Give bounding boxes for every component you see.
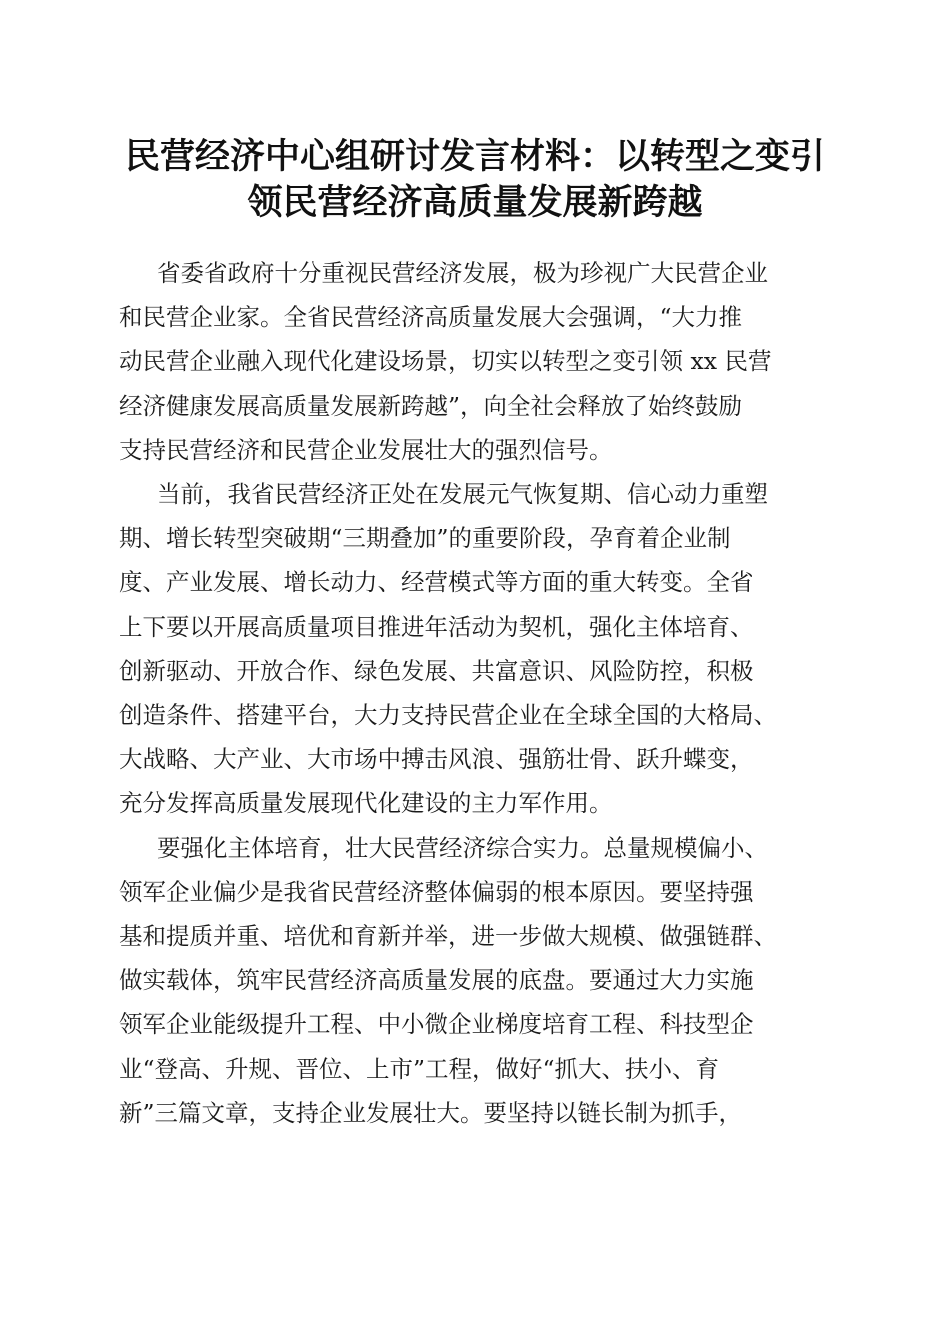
text-line: 当前，我省民营经济正处在发展元气恢复期、信心动力重塑 xyxy=(157,480,768,509)
text-line: 期、增长转型突破期“三期叠加”的重要阶段，孕育着企业制 xyxy=(119,524,731,553)
text-line: 上下要以开展高质量项目推进年活动为契机，强化主体培育、 xyxy=(119,612,754,641)
text-line: 新”三篇文章，支持企业发展壮大。要坚持以链长制为抓手， xyxy=(119,1098,743,1127)
paragraph-2 xyxy=(119,472,835,826)
text-line: 领军企业偏少是我省民营经济整体偏弱的根本原因。要坚持强 xyxy=(119,877,754,906)
document-title xyxy=(110,134,840,226)
text-line: 度、产业发展、增长动力、经营模式等方面的重大转变。全省 xyxy=(119,568,754,597)
text-line: 充分发挥高质量发展现代化建设的主力军作用。 xyxy=(119,789,613,818)
title-line: 民营经济中心组研讨发言材料：以转型之变引 xyxy=(124,136,825,177)
document-body xyxy=(119,251,835,1135)
text-line: 领军企业能级提升工程、中小微企业梯度培育工程、科技型企 xyxy=(119,1010,754,1039)
text-line: 基和提质并重、培优和育新并举，进一步做大规模、做强链群、 xyxy=(119,922,777,951)
text-line: 做实载体，筑牢民营经济高质量发展的底盘。要通过大力实施 xyxy=(119,966,754,995)
text-line: 创新驱动、开放合作、绿色发展、共富意识、风险防控，积极 xyxy=(119,656,754,685)
text-line: 动民营企业融入现代化建设场景，切实以转型之变引领 xx 民营 xyxy=(119,347,772,376)
text-line: 经济健康发展高质量发展新跨越”，向全社会释放了始终鼓励 xyxy=(119,391,743,420)
title-line: 领民营经济高质量发展新跨越 xyxy=(247,182,703,223)
text-line: 要强化主体培育，壮大民营经济综合实力。总量规模偏小、 xyxy=(157,833,768,862)
paragraph-1 xyxy=(119,251,835,472)
text-line: 创造条件、搭建平台，大力支持民营企业在全球全国的大格局、 xyxy=(119,701,777,730)
text-line: 大战略、大产业、大市场中搏击风浪、强筋壮骨、跃升蝶变， xyxy=(119,745,754,774)
text-line: 支持民营经济和民营企业发展壮大的强烈信号。 xyxy=(119,435,613,464)
paragraph-3 xyxy=(119,826,835,1135)
text-line: 和民营企业家。全省民营经济高质量发展大会强调，“大力推 xyxy=(119,303,743,332)
text-line: 业“登高、升规、晋位、上市”工程，做好“抓大、扶小、育 xyxy=(119,1054,720,1083)
text-line: 省委省政府十分重视民营经济发展，极为珍视广大民营企业 xyxy=(157,259,768,287)
